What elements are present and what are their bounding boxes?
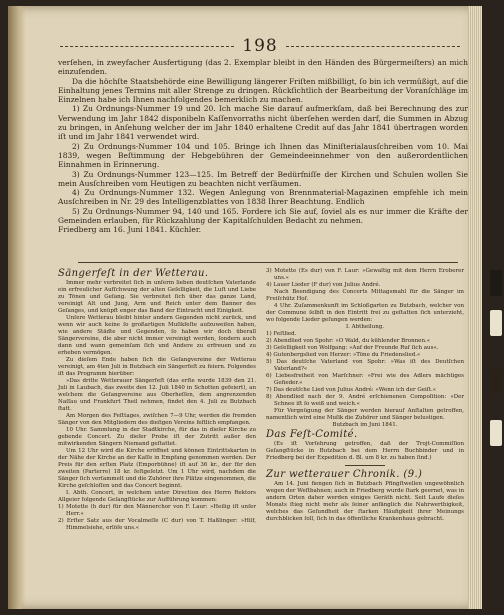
note-paragraph: (Es iſt Vorſehrung getroffen, daß der Trojt-Commiſſion Geſangſtücke in Butzbach bei dem Herrn Buchbinder und in Friedberg bei der Expedition d. Bl. um 8 kr. zu haben ſind.)	[266, 441, 464, 461]
song-item: 6) Liebesfreiheit von Marſchner: »Frei wie des Adlers mächtiges Gefieder.«	[266, 373, 464, 386]
song-item: 2) Abendlied von Spohr: »O Wald, du kühlender Bronnen.«	[266, 338, 431, 344]
comite-heading: Das Feſt-Comité.	[266, 429, 358, 440]
bookmark-tabs	[482, 0, 504, 615]
program-item: Nach Beendigung des Concerts Mittagsmahl für die Sänger im Freiſchütz Hof.	[266, 289, 464, 302]
article-paragraph: Um 12 Uhr wird die Kirche eröffnet und können Eintrittskarten in der Nähe der Kirche an der Kaſſe in Empfang genommen werden. Der Preis für den erſten Platz (Emporbühne) iſt auf 36 kr., der für den zweiten (Parterre) 18 kr. feſtgeſetzt. Um 1 Uhr wird, nachdem die Sänger ſich verſammelt und die Zuhörer ihre Plätze eingenommen, die Kirche geſchloſſen und das Concert beginnt.	[58, 448, 256, 489]
article-title: Sängerfeſt in der Wetterau.	[58, 268, 209, 279]
header-rule-right	[286, 46, 460, 47]
ordinance-paragraph: 3) Zu Ordnungs-Nummer 123—125. Im Betreff der Bedürfniſſe der Kirchen und Schulen wollen Sie mein Ausſchreiben vom Heutigen zu beachten nicht verſäumen.	[58, 169, 468, 188]
ordinance-paragraph: 5) Zu Ordnungs-Nummer 94, 140 und 165. Fordere ich Sie auf, ſoviel als es nur immer die Kräfte der Gemeinden erlauben, für Rückzahlung der Kapitalſchulden Bedacht zu nehmen.	[58, 206, 468, 226]
article-paragraph: Zu dieſem Ende haben ſich die Geſangvereine der Wetterau vereinigt, am 4ten Juli in Butzbach ein Sängerfeſt zu feiern. Folgendes iſt das Programm hierüber:	[58, 357, 256, 377]
program-item: 2) Erſter Satz aus der Vocalmeſſe (C dur) von T. Haßlinger: »Hilf, Himmelsiehe, erlöſe uns.«	[58, 518, 256, 531]
ordinance-text	[58, 58, 468, 235]
article-paragraph: Unſere Wetterau bleibt hinter andern Gegenden nicht zurück, und wenn wir auch keine ſo großartigen Muſikfeſte aufzuweiſen haben, wie andere Städte und Gegenden, ſo haben wir doch überall Sängervereine, die aber nicht immer vereinigt werden, ſondern auch dann und wann gemeinſam ſich und Andere zu erfreuen und zu erheben vermögen.	[58, 315, 256, 356]
closing-paragraph: Für Vergnügung der Sänger werden hierauf Anſtalten getroffen, namentlich wird eine Muſik die Zuhörer und Sänger belustigen.	[266, 408, 464, 421]
bookmark-tab	[490, 270, 502, 296]
article-paragraph: Am Morgen des Feſttages, zwiſchen 7—9 Uhr, werden die fremden Sänger von den Mitgliedern des dieſigen Vereins feſtlich empfangen.	[58, 413, 256, 426]
article-paragraph: 10 Uhr. Sammlung in der Stadtkirche, für das in dieſer Kirche zu gebende Concert. Zu dieſer Probe iſt der Zutritt außer den mitwirkenden Sängern Niemand geſtattet.	[58, 427, 256, 447]
program-item: 4) Lauer Lieder (F dur) von Julius André.	[266, 282, 381, 288]
program-item: 3) Motette (Es dur) von F. Laur: »Gewaltig mit dem Herrn Eroberer uns.«	[266, 268, 464, 281]
song-item: 1) Feſtlied.	[266, 331, 297, 337]
page-number: 198	[242, 36, 278, 56]
chronicle-paragraph: Am 14. Juni fiengen ſich in Butzbach Pfingſtwellen ungewöhnlich wegen der Weſtbahnen; auch in Friedberg wurde ſtark geernet, was in andern Orten daher werden einiges Geräth nicht. Seit Laufe dieſes Monats ſtieg nicht mehr als ſeiner anfänglich die Nahrwerthigkeit, welches das Geſundheit der ſtarken Häufigkeit ihrer Meinungs durchblicken ſoll, ſich in das öffentliche Krankenhaus gebracht.	[266, 481, 464, 522]
page-gutter	[8, 6, 26, 609]
chronicle-title: Zur wetterauer Chronik. (9.)	[266, 469, 423, 480]
song-item: 5) Das deutſche Vaterland von Spohr: »Was iſt des Deutſchen Vaterland?«	[266, 359, 464, 372]
article-paragraph: Immer mehr verbreitet ſich in unſerm lieben deutſchen Vaterlande ein erfreulicher Aufſchwung der alten Geſelligkeit, die Luſt und Liebe zu Tönen und Geſang. Sie verbreitet ſich über das ganze Land, vereinigt Alt und Jung, Arm und Reich unter dem Banner des Geſanges, und knüpft enger das Band der Eintracht und Einigkeit.	[58, 280, 256, 314]
ordinance-paragraph: Da die höchſte Staatsbehörde eine Bewilligung längerer Friſten mißbilligt, ſo bin ich vermüßigt, auf die Einhaltung jenes Termins mit aller Strenge zu dringen. Rückſichtlich der Bearbeitung der Voranſchläge im Einzelnen habe ich Ihnen nachfolgendes bemerklich zu machen.	[58, 76, 468, 105]
ordinance-signature: Friedberg am 16. Juni 1841. Küchler.	[58, 225, 202, 235]
ordinance-paragraph: 1) Zu Ordnungs-Nummer 19 und 20. Ich mache Sie darauf aufmerkſam, daß bei Berechnung des zur Verwendung im Jahr 1842 disponibeln Kaſſenvorraths nicht überſehen werden darf, die Summen in Abzug zu bringen, in Anſehung welcher der im Jahr 1840 erhaltene Credit auf das Jahr 1841 übertragen worden iſt und im Jahr 1841 verwendet wird.	[58, 104, 468, 142]
page-header	[60, 36, 460, 56]
bookmark-tab	[490, 370, 502, 396]
song-item: 3) Geſelligkeit von Wolfgang: »Auf der Freunde Ruf ſich aus«.	[266, 345, 439, 351]
section-divider	[78, 262, 458, 263]
left-column	[58, 268, 256, 532]
ordinance-paragraph: verſehen, in zweyfacher Ausfertigung (das 2. Exemplar bleibt in den Händen des Bürgermeiſters) an mich einzuſenden.	[58, 58, 468, 77]
right-column	[266, 268, 464, 523]
song-item: 8) Abendlied nach der 9. André erſchienenen Compoſition: »Der Schnee iſt ſo weiß und weich.«	[266, 394, 464, 407]
song-item: 4) Gutenbergslied von Herzer: »Töne du Friedenslied.«	[266, 352, 421, 358]
section-heading: I. Abtheilung.	[345, 324, 385, 330]
article-paragraph: I. Abth. Concert, in welchem unter Direction des Herrn Rektors Allgeier folgende Geſangſtücke zur Aufführung kommen:	[58, 490, 256, 503]
page-edge	[468, 6, 482, 609]
article-paragraph: »Das dritte Wetterauer Sängerfeſt (das erſte wurde 1839 den 21. Juli in Laubach, das zweite den 12. Juli 1840 in Schotten gefeiert), an welchem die Geſangvereine aus Oberheſſen, dem angrenzenden Naſſau und Frankfurt Theil nehmen, findet den 4. Juli zu Butzbach ſtatt.	[58, 378, 256, 412]
program-item: 1) Motette (h dur) für den Männerchor von F. Laur: »Heilig iſt unſer Herr.«	[58, 504, 256, 517]
bookmark-tab	[490, 420, 502, 446]
song-item: 7) Das deutſche Lied von Julius André: »Wenn ich der Geiſt.«	[266, 387, 437, 393]
ordinance-paragraph: 2) Zu Ordnungs-Nummer 104 und 105. Bringe ich Ihnen das Miniſterialausſchreiben vom 10. Mai 1839, wegen Beſtimmung der Hebgebühren der Gemeindeeinnehmer von den außerordentlichen Einnahmen in Erinnerung.	[58, 141, 468, 170]
short-rule	[345, 465, 385, 466]
ordinance-paragraph: 4) Zu Ordnungs-Nummer 132. Wegen Anlegung von Brennmaterial-Magazinen empfehle ich mein Ausſchreiben in Nr. 29 des Intelligenzblattes von 1838 Ihrer Beachtung. Endlich	[58, 188, 468, 207]
date-line: Butzbach im Juni 1841.	[332, 422, 398, 428]
program-item: 4 Uhr. Zuſammenkunft im Schloßgarten zu Butzbach, welcher von der Commune ſelbſt in den Eintritt frei zu geſtatten ſich unterzieht, wo folgende Lieder geſungen werden:	[266, 303, 464, 323]
header-rule-left	[60, 46, 234, 47]
bookmark-tab	[490, 310, 502, 336]
book-page	[8, 6, 482, 609]
